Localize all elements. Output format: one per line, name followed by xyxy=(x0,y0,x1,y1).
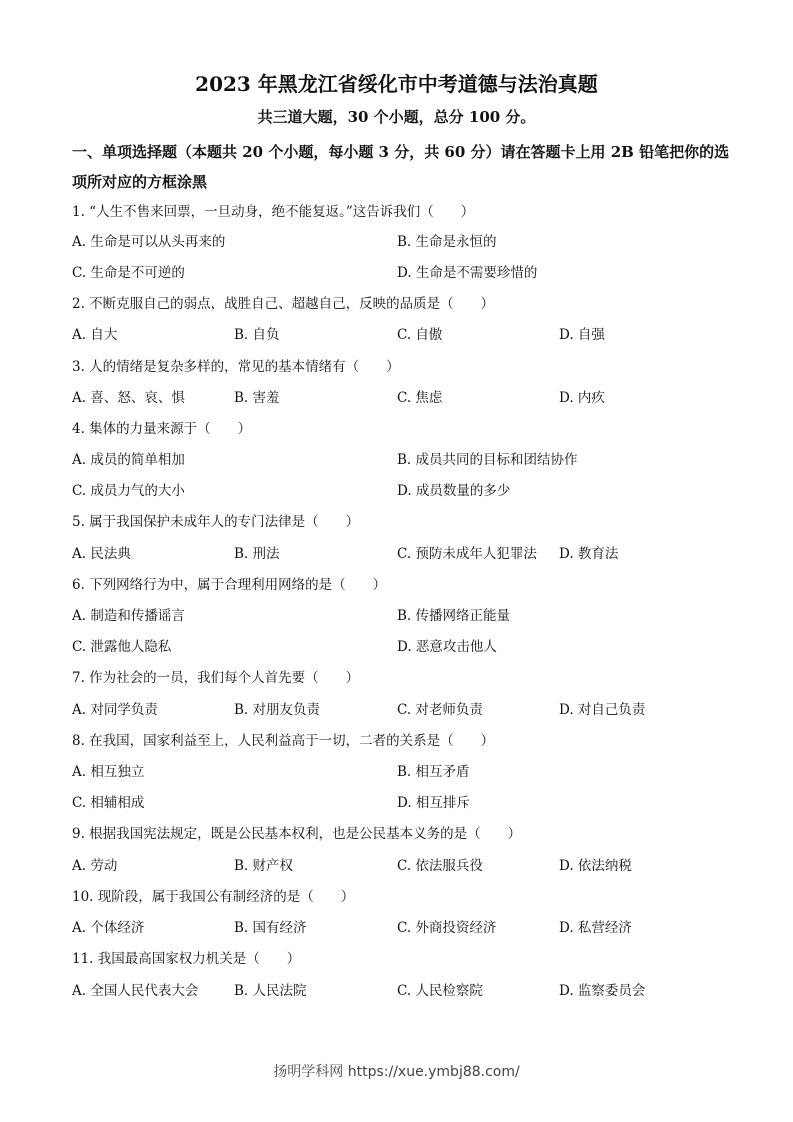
options-row-5 xyxy=(72,544,732,564)
option-7-a: A. 对同学负责 xyxy=(72,702,158,718)
option-8-b: B. 相互矛盾 xyxy=(397,764,470,780)
question-stem-8: 8. 在我国，国家利益至上，人民利益高于一切，二者的关系是（ ） xyxy=(72,733,495,749)
option-5-b: B. 刑法 xyxy=(234,546,280,562)
option-3-c: C. 焦虑 xyxy=(397,390,443,406)
option-4-a: A. 成员的简单相加 xyxy=(72,452,185,468)
question-stem-3: 3. 人的情绪是复杂多样的，常见的基本情绪有（ ） xyxy=(72,359,400,375)
option-10-d: D. 私营经济 xyxy=(559,920,632,936)
page-title: 2023 年黑龙江省绥化市中考道德与法治真题 xyxy=(195,72,598,96)
options-row-4b xyxy=(72,481,732,501)
option-3-d: D. 内疚 xyxy=(559,390,605,406)
option-11-b: B. 人民法院 xyxy=(234,983,307,999)
options-row-6b xyxy=(72,637,732,657)
section-heading: 一、单项选择题（本题共 20 个小题，每小题 3 分，共 60 分）请在答题卡上用 2B 铅笔把你的选项所对应的方框涂黑 xyxy=(72,143,730,191)
option-7-d: D. 对自己负责 xyxy=(559,702,646,718)
option-7-b: B. 对朋友负责 xyxy=(234,702,321,718)
option-10-c: C. 外商投资经济 xyxy=(397,920,497,936)
option-6-a: A. 制造和传播谣言 xyxy=(72,608,185,624)
option-1-c: C. 生命是不可逆的 xyxy=(72,265,185,281)
option-2-d: D. 自强 xyxy=(559,327,605,343)
option-6-c: C. 泄露他人隐私 xyxy=(72,639,172,655)
option-9-b: B. 财产权 xyxy=(234,858,294,874)
option-8-c: C. 相辅相成 xyxy=(72,795,145,811)
options-row-4a xyxy=(72,450,732,470)
question-stem-2: 2. 不断克服自己的弱点，战胜自己、超越自己，反映的品质是（ ） xyxy=(72,296,495,312)
question-stem-10: 10. 现阶段，属于我国公有制经济的是（ ） xyxy=(72,889,355,905)
option-2-c: C. 自傲 xyxy=(397,327,443,343)
option-2-b: B. 自负 xyxy=(234,327,280,343)
options-row-7 xyxy=(72,700,732,720)
option-4-b: B. 成员共同的目标和团结协作 xyxy=(397,452,578,468)
option-6-b: B. 传播网络正能量 xyxy=(397,608,511,624)
option-1-b: B. 生命是永恒的 xyxy=(397,234,497,250)
option-11-a: A. 全国人民代表大会 xyxy=(72,983,199,999)
option-1-d: D. 生命是不需要珍惜的 xyxy=(397,265,538,281)
option-10-b: B. 国有经济 xyxy=(234,920,307,936)
option-8-d: D. 相互排斥 xyxy=(397,795,470,811)
options-row-1a xyxy=(72,232,732,252)
options-row-2 xyxy=(72,325,732,345)
option-9-c: C. 依法服兵役 xyxy=(397,858,483,874)
option-9-d: D. 依法纳税 xyxy=(559,858,632,874)
option-8-a: A. 相互独立 xyxy=(72,764,145,780)
option-3-b: B. 害羞 xyxy=(234,390,280,406)
options-row-3 xyxy=(72,388,732,408)
option-6-d: D. 恶意攻击他人 xyxy=(397,639,497,655)
option-5-a: A. 民法典 xyxy=(72,546,131,562)
option-11-c: C. 人民检察院 xyxy=(397,983,483,999)
question-stem-5: 5. 属于我国保护未成年人的专门法律是（ ） xyxy=(72,514,360,530)
options-row-10 xyxy=(72,918,732,938)
option-5-d: D. 教育法 xyxy=(559,546,619,562)
option-4-c: C. 成员力气的大小 xyxy=(72,483,185,499)
options-row-8a xyxy=(72,762,732,782)
option-4-d: D. 成员数量的多少 xyxy=(397,483,511,499)
question-stem-7: 7. 作为社会的一员，我们每个人首先要（ ） xyxy=(72,670,360,686)
options-row-8b xyxy=(72,793,732,813)
option-3-a: A. 喜、怒、哀、惧 xyxy=(72,390,185,406)
question-stem-6: 6. 下列网络行为中，属于合理利用网络的是（ ） xyxy=(72,577,387,593)
options-row-9 xyxy=(72,856,732,876)
option-5-c: C. 预防未成年人犯罪法 xyxy=(397,546,537,562)
options-row-1b xyxy=(72,263,732,283)
question-stem-11: 11. 我国最高国家权力机关是（ ） xyxy=(72,951,301,967)
question-stem-9: 9. 根据我国宪法规定，既是公民基本权利，也是公民基本义务的是（ ） xyxy=(72,826,522,842)
options-row-6a xyxy=(72,606,732,626)
option-2-a: A. 自大 xyxy=(72,327,118,343)
page-subtitle: 共三道大题，30 个小题，总分 100 分。 xyxy=(257,108,536,126)
option-9-a: A. 劳动 xyxy=(72,858,118,874)
option-7-c: C. 对老师负责 xyxy=(397,702,483,718)
options-row-11 xyxy=(72,981,732,1001)
question-stem-4: 4. 集体的力量来源于（ ） xyxy=(72,421,252,437)
question-stem-1: 1. “人生不售来回票，一旦动身，绝不能复返。”这告诉我们（ ） xyxy=(72,204,475,220)
page-footer-watermark: 扬明学科网 https://xue.ymbj88.com/ xyxy=(273,1064,520,1080)
option-11-d: D. 监察委员会 xyxy=(559,983,646,999)
option-1-a: A. 生命是可以从头再来的 xyxy=(72,234,226,250)
option-10-a: A. 个体经济 xyxy=(72,920,145,936)
